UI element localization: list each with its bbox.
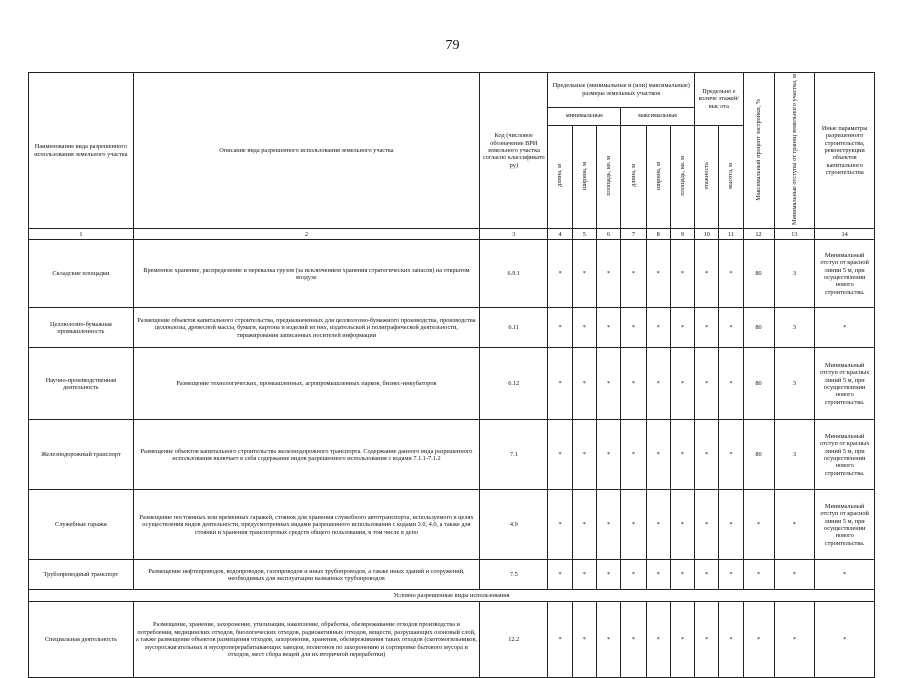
- row-code: 7.5: [480, 560, 548, 590]
- cell-other-params: *: [815, 308, 875, 348]
- cell-height: *: [719, 560, 743, 590]
- row-code: 7.1: [480, 420, 548, 490]
- column-number: 3: [480, 229, 548, 240]
- cell-min-area: *: [596, 490, 620, 560]
- table-row: [29, 420, 875, 490]
- cell-max-length: *: [621, 348, 646, 420]
- table-row: [29, 240, 875, 308]
- cell-min-area: *: [596, 240, 620, 308]
- column-number: 5: [572, 229, 596, 240]
- row-name: Специальная деятельность: [29, 602, 134, 678]
- header-build-percent-text: Максимальный процент застройки, %: [754, 98, 762, 201]
- cell-setback: 3: [774, 240, 815, 308]
- page-number: 79: [445, 38, 460, 53]
- header-height: [719, 125, 743, 229]
- row-code: 12.2: [480, 602, 548, 678]
- row-code: 6.9.1: [480, 240, 548, 308]
- header-build-percent: [743, 73, 774, 229]
- row-description: Размещение, хранение, захоронение, утилизация, накопление, обработка, обезвреживание отходов производства и потребления, медицинских отходов, биологических отходов, радиоактивных отходов, веществ, разрушающих озоновый слой, а также размещение объектов размещения отходов, захоронения, хранения, обезвреживания таких отходов (скотомогильников, мусоросжигательных и мусороперерабатывающих заводов, полигонов по захоронению и сортировке бытового мусора и отходов, мест сбора вещей для их вторичной переработки): [133, 602, 479, 678]
- cell-height: *: [719, 490, 743, 560]
- column-number: 6: [596, 229, 620, 240]
- header-min-area: [596, 125, 620, 229]
- cell-min-width: *: [572, 602, 596, 678]
- section-row: [29, 590, 875, 602]
- header-sizes-group: Предельные (минимальные и (или) максимальные) размеры земельных участков: [548, 73, 695, 108]
- cell-other-params: Минимальный отступ от красной линии 5 м, при осуществлении нового строительства.: [815, 240, 875, 308]
- cell-max-length: *: [621, 560, 646, 590]
- row-name: Железнодорожный транспорт: [29, 420, 134, 490]
- table-row: [29, 348, 875, 420]
- column-number: 10: [695, 229, 719, 240]
- column-number: 4: [548, 229, 572, 240]
- cell-height: *: [719, 420, 743, 490]
- header-height-text: высота, м: [727, 162, 735, 189]
- table-row: [29, 308, 875, 348]
- header-min-length: [548, 125, 572, 229]
- cell-other-params: Минимальный отступ от красной линии 5 м, при осуществлении нового строительства.: [815, 490, 875, 560]
- header-min-width-text: ширина, м: [580, 161, 588, 190]
- header-min-length-text: длина, м: [556, 164, 564, 188]
- cell-max-width: *: [646, 420, 670, 490]
- cell-build-percent: 80: [743, 240, 774, 308]
- row-description: Размещение объектов капитального строительства, предназначенных для целлюлозно-бумажного производства, производства целлюлозы, древесной массы, бумаги, картона и изделий из них, издательской и полиграфической деятельности, тиражирования записанных носителей информации: [133, 308, 479, 348]
- cell-setback: 3: [774, 348, 815, 420]
- header-setback-text: Минимальные отступы от границ земельного участка, м: [790, 74, 798, 226]
- table-row: [29, 560, 875, 590]
- cell-min-length: *: [548, 348, 572, 420]
- section-title: Условно разрешенные виды использования: [29, 590, 875, 602]
- header-max-area-text: площадь, кв. м: [678, 155, 686, 196]
- column-number: 1: [29, 229, 134, 240]
- cell-min-area: *: [596, 602, 620, 678]
- cell-build-percent: 80: [743, 308, 774, 348]
- column-number: 14: [815, 229, 875, 240]
- cell-max-length: *: [621, 308, 646, 348]
- cell-max-area: *: [670, 560, 694, 590]
- table-row: [29, 490, 875, 560]
- cell-min-length: *: [548, 420, 572, 490]
- header-max-length: [621, 125, 646, 229]
- cell-build-percent: *: [743, 560, 774, 590]
- cell-min-area: *: [596, 420, 620, 490]
- cell-max-width: *: [646, 490, 670, 560]
- cell-floors: *: [695, 560, 719, 590]
- cell-min-area: *: [596, 348, 620, 420]
- cell-height: *: [719, 240, 743, 308]
- header-sub-max: максимальные: [621, 107, 695, 125]
- cell-max-width: *: [646, 308, 670, 348]
- cell-build-percent: 80: [743, 420, 774, 490]
- cell-build-percent: *: [743, 602, 774, 678]
- cell-max-width: *: [646, 348, 670, 420]
- row-description: Размещение нефтепроводов, водопроводов, газопроводов и иных трубопроводов, а также иных зданий и сооружений, необходимых для эксплуатации названных трубопроводов: [133, 560, 479, 590]
- header-sub-min: минимальные: [548, 107, 621, 125]
- cell-min-width: *: [572, 420, 596, 490]
- cell-max-area: *: [670, 348, 694, 420]
- cell-min-length: *: [548, 602, 572, 678]
- row-name: Служебные гаражи: [29, 490, 134, 560]
- cell-other-params: *: [815, 560, 875, 590]
- cell-max-area: *: [670, 602, 694, 678]
- column-number: 11: [719, 229, 743, 240]
- cell-height: *: [719, 348, 743, 420]
- cell-other-params: Минимальный отступ от красных линий 5 м, при осуществлении нового строительства.: [815, 420, 875, 490]
- cell-max-area: *: [670, 240, 694, 308]
- row-description: Размещение технологических, промышленных, агропромышленных парков, бизнес-инкубаторов: [133, 348, 479, 420]
- cell-max-area: *: [670, 490, 694, 560]
- cell-max-area: *: [670, 308, 694, 348]
- row-description: Размещение постоянных или временных гаражей, стоянок для хранения служебного автотранспорта, используемого в целях осуществления видов деятельности, предусмотренных видами разрешенного использования с кодами 3.0, 4.0, а также для стоянки и хранения транспортных средств общего пользования, в том числе в депо: [133, 490, 479, 560]
- header-floors-text: этажность: [703, 161, 711, 190]
- cell-max-length: *: [621, 490, 646, 560]
- cell-max-length: *: [621, 420, 646, 490]
- cell-floors: *: [695, 348, 719, 420]
- cell-min-width: *: [572, 560, 596, 590]
- header-max-width: [646, 125, 670, 229]
- cell-setback: *: [774, 560, 815, 590]
- cell-max-width: *: [646, 602, 670, 678]
- column-number: 9: [670, 229, 694, 240]
- header-height-group: Предельно е количе этажей/выс ота: [695, 73, 744, 126]
- cell-floors: *: [695, 602, 719, 678]
- cell-min-length: *: [548, 240, 572, 308]
- header-max-length-text: длина, м: [629, 164, 637, 188]
- column-number: 12: [743, 229, 774, 240]
- cell-min-width: *: [572, 240, 596, 308]
- row-name: Целлюлозно-бумажная промышленность: [29, 308, 134, 348]
- row-name: Складские площадки: [29, 240, 134, 308]
- cell-setback: *: [774, 490, 815, 560]
- header-name: Наименование вида разрешенного использования земельного участка: [29, 73, 134, 229]
- row-name: Научно-производственная деятельность: [29, 348, 134, 420]
- header-description: Описание вида разрешенного использования земельного участка: [133, 73, 479, 229]
- cell-max-width: *: [646, 560, 670, 590]
- header-code: Код (числовое обозначение ВРИ земельного участка согласно классификато ру): [480, 73, 548, 229]
- cell-max-area: *: [670, 420, 694, 490]
- cell-height: *: [719, 602, 743, 678]
- cell-min-width: *: [572, 308, 596, 348]
- row-code: 4.9: [480, 490, 548, 560]
- cell-max-length: *: [621, 602, 646, 678]
- cell-min-area: *: [596, 560, 620, 590]
- column-number: 8: [646, 229, 670, 240]
- cell-floors: *: [695, 490, 719, 560]
- cell-min-length: *: [548, 308, 572, 348]
- cell-min-width: *: [572, 490, 596, 560]
- cell-min-area: *: [596, 308, 620, 348]
- row-code: 6.11: [480, 308, 548, 348]
- cell-floors: *: [695, 420, 719, 490]
- header-min-area-text: площадь, кв. м: [604, 155, 612, 196]
- column-number: 2: [133, 229, 479, 240]
- column-number: 7: [621, 229, 646, 240]
- cell-height: *: [719, 308, 743, 348]
- row-description: Размещение объектов капитального строительства железнодорожного транспорта. Содержание данного вида разрешенного использования включает в себя содержание видов разрешенного использования с кодами 7.1.1-7.1.2: [133, 420, 479, 490]
- cell-floors: *: [695, 308, 719, 348]
- cell-min-width: *: [572, 348, 596, 420]
- cell-setback: 3: [774, 308, 815, 348]
- column-number: 13: [774, 229, 815, 240]
- header-max-area: [670, 125, 694, 229]
- header-max-width-text: ширина, м: [654, 161, 662, 190]
- cell-min-length: *: [548, 490, 572, 560]
- row-description: Временное хранение, распределение и перевалка грузов (за исключением хранения стратегических запасов) на открытом воздухе: [133, 240, 479, 308]
- row-code: 6.12: [480, 348, 548, 420]
- cell-build-percent: *: [743, 490, 774, 560]
- header-setback: [774, 73, 815, 229]
- header-min-width: [572, 125, 596, 229]
- row-name: Трубопроводный транспорт: [29, 560, 134, 590]
- cell-floors: *: [695, 240, 719, 308]
- cell-max-width: *: [646, 240, 670, 308]
- column-number-row: [29, 229, 875, 240]
- cell-other-params: Минимальный отступ от красных линий 5 м, при осуществлении нового строительства.: [815, 348, 875, 420]
- cell-setback: *: [774, 602, 815, 678]
- cell-setback: 3: [774, 420, 815, 490]
- cell-max-length: *: [621, 240, 646, 308]
- cell-min-length: *: [548, 560, 572, 590]
- cell-build-percent: 80: [743, 348, 774, 420]
- header-floors: [695, 125, 719, 229]
- header-other: Иные параметры разрешенного строительства, реконструкции объектов капитального строительства: [815, 73, 875, 229]
- cell-other-params: *: [815, 602, 875, 678]
- land-use-table: [28, 72, 875, 678]
